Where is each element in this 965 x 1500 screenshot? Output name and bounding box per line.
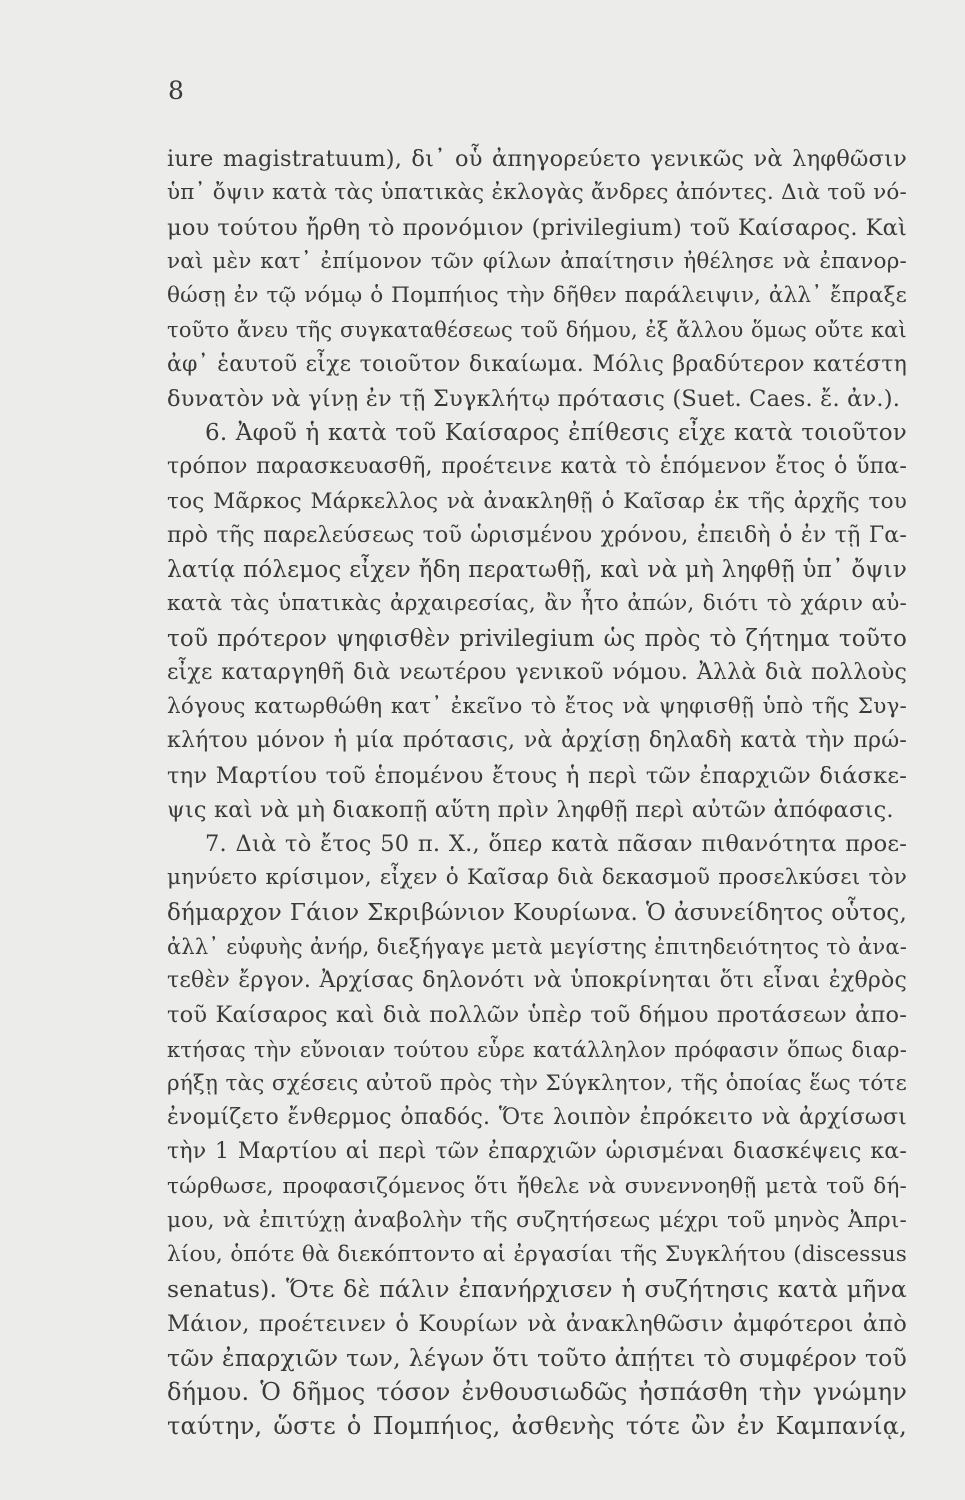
text-line: κατὰ τὰς ὑπατικὰς ἀρχαιρεσίας, ἂν ἦτο ἀπών, διότι τὸ χάριν αὐ- (167, 591, 907, 617)
text-line: τεθὲν ἔργον. Ἀρχίσας δηλονότι νὰ ὑποκρίνηται ὅτι εἶναι ἐχθρὸς (167, 968, 907, 993)
text-line: λίου, ὁπότε θὰ διεκόπτοντο αἱ ἐργασίαι τῆς Συγκλήτου (discessus (167, 1242, 907, 1267)
text-line: τὴν 1 Μαρτίου αἱ περὶ τῶν ἐπαρχιῶν ὡρισμέναι διασκέψεις κα- (167, 1139, 907, 1165)
text-line: λόγους κατωρθώθη κατ᾽ ἐκεῖνο τὸ ἔτος νὰ ψηφισθῇ ὑπὸ τῆς Συγ- (167, 694, 907, 719)
text-line: μου τούτου ἤρθη τὸ προνόμιον (privilegium) τοῦ Καίσαρος. Καὶ (167, 214, 907, 241)
text-line: θώσῃ ἐν τῷ νόμῳ ὁ Πομπήιος τὴν δῆθεν παράλειψιν, ἀλλ᾽ ἔπραξε (167, 283, 907, 308)
paragraph-6-start: 6. Ἀφοῦ ἡ κατὰ τοῦ Καίσαρος ἐπίθεσις εἶχε κατὰ τοιοῦτον (205, 420, 907, 446)
text-line: ὑπ᾽ ὄψιν κατὰ τὰς ὑπατικὰς ἐκλογὰς ἄνδρες ἀπόντες. Διὰ τοῦ νό- (167, 180, 907, 206)
paragraph-7-start: 7. Διὰ τὸ ἔτος 50 π. Χ., ὅπερ κατὰ πᾶσαν πιθανότητα προε- (205, 831, 907, 857)
text-line: τοῦτο ἄνευ τῆς συγκαταθέσεως τοῦ δήμου, ἐξ ἄλλου ὅμως οὔτε καὶ (167, 318, 907, 343)
text-line: την Μαρτίου τοῦ ἑπομένου ἔτους ἡ περὶ τῶν ἐπαρχιῶν διάσκε- (167, 762, 907, 789)
text-line: ἐνομίζετο ἔνθερμος ὀπαδός. Ὅτε λοιπὸν ἐπρόκειτο νὰ ἀρχίσωσι (167, 1105, 907, 1130)
text-line: ρήξῃ τὰς σχέσεις αὐτοῦ πρὸς τὴν Σύγκλητον, τῆς ὁποίας ἕως τότε (167, 1070, 907, 1096)
text-line: λατίᾳ πόλεμος εἶχεν ἤδη περατωθῇ, καὶ νὰ μὴ ληφθῇ ὑπ᾽ ὄψιν (167, 557, 907, 583)
text-line: τώρθωσε, προφασιζόμενος ὅτι ἤθελε νὰ συνεννοηθῇ μετὰ τοῦ δή- (167, 1173, 907, 1199)
page-number: 8 (168, 76, 184, 105)
text-line: τος Μᾶρκος Μάρκελλος νὰ ἀνακληθῇ ὁ Καῖσαρ ἐκ τῆς ἀρχῆς του (167, 488, 907, 514)
text-line: ναὶ μὲν κατ᾽ ἐπίμονον τῶν φίλων ἀπαίτησιν ἠθέλησε νὰ ἐπανορ- (167, 248, 907, 274)
text-line: ψις καὶ νὰ μὴ διακοπῇ αὕτη πρὶν ληφθῇ περὶ αὐτῶν ἀπόφασις. (167, 796, 894, 823)
text-line: senatus). Ὅτε δὲ πάλιν ἐπανήρχισεν ἡ συζήτησις κατὰ μῆνα (167, 1275, 907, 1304)
text-line: μηνύετο κρίσιμον, εἶχεν ὁ Καῖσαρ διὰ δεκασμοῦ προσελκύσει τὸν (167, 865, 907, 891)
text-line: ἀλλ᾽ εὐφυὴς ἀνήρ, διεξήγαγε μετὰ μεγίστης ἐπιτηδειότητος τὸ ἀνα- (167, 934, 907, 959)
text-line: τρόπον παρασκευασθῆ, προέτεινε κατὰ τὸ ἑπόμενον ἔτος ὁ ὕπα- (167, 454, 907, 480)
body-text (167, 142, 907, 1444)
text-line: ἀφ᾽ ἑαυτοῦ εἶχε τοιοῦτον δικαίωμα. Μόλις βραδύτερον κατέστη (167, 351, 907, 377)
text-line: κτήσας τὴν εὔνοιαν τούτου εὗρε κατάλληλον πρόφασιν ὅπως διαρ- (167, 1037, 907, 1062)
text-line: κλήτου μόνον ἡ μία πρότασις, νὰ ἀρχίσῃ δηλαδὴ κατὰ τὴν πρώ- (167, 728, 907, 754)
text-line: τῶν ἐπαρχιῶν των, λέγων ὅτι τοῦτο ἀπῄτει τὸ συμφέρον τοῦ (167, 1343, 907, 1372)
text-line: ταύτην, ὥστε ὁ Πομπήιος, ἀσθενὴς τότε ὢν ἐν Καμπανίᾳ, (167, 1412, 907, 1441)
text-line: τοῦ Καίσαρος καὶ διὰ πολλῶν ὑπὲρ τοῦ δήμου προτάσεων ἀπο- (167, 1002, 907, 1029)
text-line: iure magistratuum), δι᾽ οὗ ἀπηγορεύετο γενικῶς νὰ ληφθῶσιν (167, 146, 907, 172)
text-line: δήμου. Ὁ δῆμος τόσον ἐνθουσιωδῶς ἠσπάσθη τὴν γνώμην (167, 1378, 907, 1406)
text-line: δυνατὸν νὰ γίνῃ ἐν τῇ Συγκλήτῳ πρότασις (Suet. Caes. ἔ. ἀν.). (167, 385, 901, 412)
text-line: μου, νὰ ἐπιτύχῃ ἀναβολὴν τῆς συζητήσεως μέχρι τοῦ μηνὸς Ἀπρι- (167, 1207, 907, 1233)
text-line: Μάιον, προέτεινεν ὁ Κουρίων νὰ ἀνακληθῶσιν ἀμφότεροι ἀπὸ (167, 1310, 907, 1337)
text-line: πρὸ τῆς παρελεύσεως τοῦ ὡρισμένου χρόνου, ἐπειδὴ ὁ ἐν τῇ Γα- (167, 522, 907, 548)
text-line: εἶχε καταργηθῆ διὰ νεωτέρου γενικοῦ νόμου. Ἀλλὰ διὰ πολλοὺς (167, 659, 907, 685)
text-line: δήμαρχον Γάιον Σκριβώνιον Κουρίωνα. Ὁ ἀσυνείδητος οὗτος, (167, 899, 907, 926)
text-line: τοῦ πρότερον ψηφισθὲν privilegium ὡς πρὸς τὸ ζήτημα τοῦτο (167, 625, 907, 652)
